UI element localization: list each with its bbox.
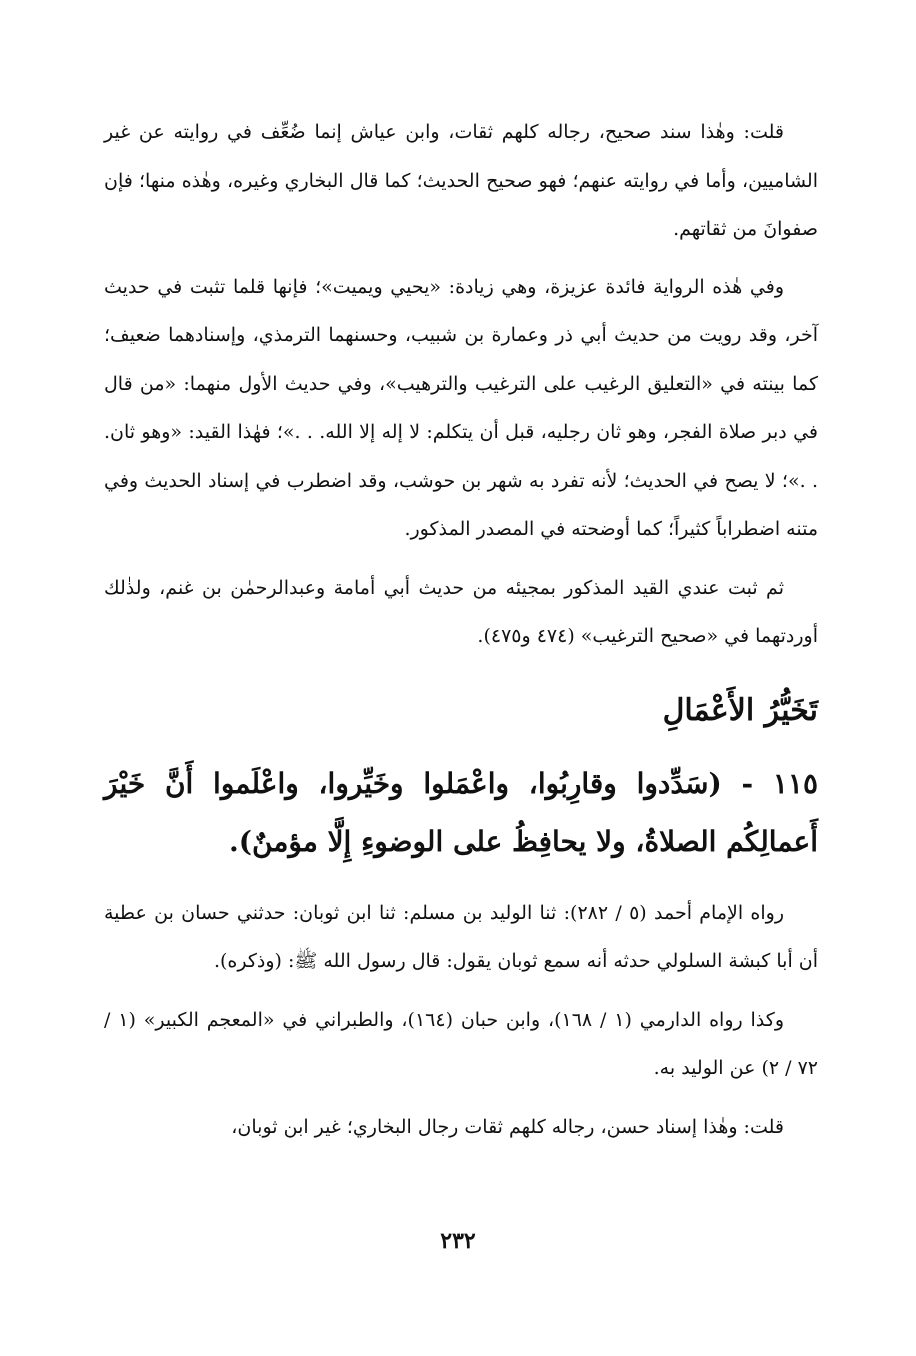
paragraph-commentary-2: وفي هٰذه الرواية فائدة عزيزة، وهي زيادة: «يحيي ويميت»؛ فإنها قلما تثبت في حديث آخر، وقد رويت من حديث أبي ذر وعمارة بن شبيب، وحسنهما الترمذي، وإسنادهما ضعيف؛ كما بينته في «التعليق الرغيب على الترغيب والترهيب»، وفي حديث الأول منهما: «من قال في دبر صلاة الفجر، وهو ثان رجليه، قبل أن يتكلم: لا إله إلا الله. . .»؛ فهٰذا القيد: «وهو ثان. . .»؛ لا يصح في الحديث؛ لأنه تفرد به شهر بن حوشب، وقد اضطرب في إسناد الحديث وفي متنه اضطراباً كثيراً؛ كما أوضحته في المصدر المذكور. xyxy=(104,275,818,540)
page-number: ٢٣٢ xyxy=(440,1228,476,1254)
page-body xyxy=(104,108,818,1151)
paragraph-commentary-1: قلت: وهٰذا سند صحيح، رجاله كلهم ثقات، وابن عياش إنما ضُعِّف في روايته عن غير الشاميين، وأما في روايته عنهم؛ فهو صحيح الحديث؛ كما قال البخاري وغيره، وهٰذه منها؛ فإن صفوانَ من ثقاتهم. xyxy=(104,121,818,240)
paragraph-narration-2: وكذا رواه الدارمي (١ / ١٦٨)، وابن حبان (١٦٤)، والطبراني في «المعجم الكبير» (١ / ٧٢ / ٢) عن الوليد به. xyxy=(104,1008,818,1079)
paragraph-narration-1: رواه الإمام أحمد (٥ / ٢٨٢): ثنا الوليد بن مسلم: ثنا ابن ثوبان: حدثني حسان بن عطية أن أبا كبشة السلولي حدثه أنه سمع ثوبان يقول: قال رسول الله ﷺ: (وذكره). xyxy=(104,901,818,972)
section-heading: تَخَيُّرُ الأَعْمَالِ xyxy=(662,692,818,728)
paragraph-commentary-3: ثم ثبت عندي القيد المذكور بمجيئه من حديث أبي أمامة وعبدالرحمٰن بن غنم، ولذٰلك أوردتهما في «صحيح الترغيب» (٤٧٤ و٤٧٥). xyxy=(104,576,818,647)
hadith-text: ١١٥ - (سَدِّدوا وقارِبُوا، واعْمَلوا وخَيِّروا، واعْلَموا أَنَّ خَيْرَ أَعمالِكُم الصلاةُ، ولا يحافِظُ على الوضوءِ إِلَّا مؤمنٌ). xyxy=(104,766,818,858)
paragraph-narration-3: قلت: وهٰذا إسناد حسن، رجاله كلهم ثقات رجال البخاري؛ غير ابن ثوبان، xyxy=(231,1115,784,1138)
